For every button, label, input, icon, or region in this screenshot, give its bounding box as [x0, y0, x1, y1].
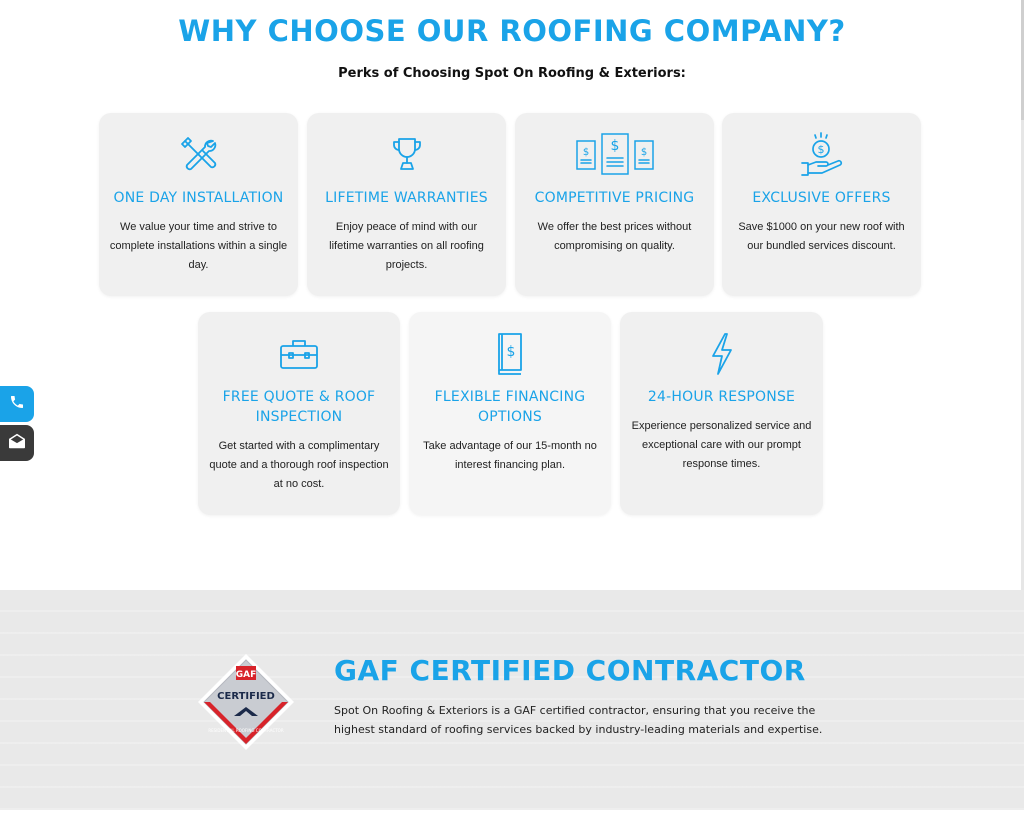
card-title: ONE DAY INSTALLATION — [113, 190, 284, 206]
footer-divider — [0, 810, 1024, 819]
section-title: WHY CHOOSE OUR ROOFING COMPANY? — [178, 14, 846, 48]
lightning-icon — [620, 332, 823, 376]
gaf-certified-badge — [196, 652, 296, 752]
card-description: We offer the best prices without compromising on quality. — [537, 221, 692, 252]
hand-coin-icon — [722, 131, 921, 177]
certified-label: CERTIFIED — [217, 691, 275, 702]
card-description: Take advantage of our 15-month no interest financing plan. — [423, 440, 597, 471]
gaf-description: Spot On Roofing & Exteriors is a GAF certified contractor, ensuring that you receive the highest standard of roofing services backed by industry-leading materials and expertise. — [334, 704, 823, 736]
svg-text:$: $ — [582, 147, 589, 158]
gaf-title: GAF CERTIFIED CONTRACTOR — [334, 654, 806, 687]
card-description: We value your time and strive to complete installations within a single day. — [109, 221, 288, 271]
toolbox-icon — [198, 338, 400, 370]
card-title: FLEXIBLE FINANCING OPTIONS — [434, 389, 586, 425]
card-description: Get started with a complimentary quote and a thorough roof inspection at no cost. — [209, 440, 389, 490]
card-description: Enjoy peace of mind with our lifetime warranties on all roofing projects. — [329, 221, 484, 271]
feature-card-one-day-installation — [99, 113, 298, 296]
svg-text:$: $ — [817, 143, 824, 156]
feature-card-lifetime-warranties — [307, 113, 506, 296]
gaf-logo-text: GAF — [235, 670, 257, 680]
envelope-open-icon — [8, 433, 26, 454]
call-button[interactable] — [0, 386, 34, 422]
card-title: LIFETIME WARRANTIES — [325, 190, 488, 206]
gaf-section-background — [0, 590, 1024, 810]
feature-card-free-quote — [198, 312, 400, 515]
card-title: 24-HOUR RESPONSE — [647, 389, 796, 405]
finance-book-icon — [409, 332, 611, 376]
card-title: EXCLUSIVE OFFERS — [752, 190, 891, 206]
feature-card-competitive-pricing — [515, 113, 714, 296]
feature-card-exclusive-offers — [722, 113, 921, 296]
tools-icon — [99, 133, 298, 177]
trophy-icon — [307, 135, 506, 173]
svg-text:$: $ — [610, 138, 619, 154]
badge-ribbon-text: RESIDENTIAL ROOFING CONTRACTOR — [208, 728, 284, 733]
phone-icon — [9, 394, 25, 415]
email-button[interactable] — [0, 425, 34, 461]
section-subtitle: Perks of Choosing Spot On Roofing & Exteriors: — [338, 66, 686, 81]
card-description: Experience personalized service and exceptional care with our prompt response times. — [631, 420, 812, 470]
card-description: Save $1000 on your new roof with our bundled services discount. — [738, 221, 905, 252]
feature-card-flexible-financing — [409, 312, 611, 515]
feature-card-24-hour-response — [620, 312, 823, 515]
card-title: FREE QUOTE & ROOF INSPECTION — [222, 389, 376, 425]
svg-text:$: $ — [640, 147, 647, 158]
card-title: COMPETITIVE PRICING — [534, 190, 695, 206]
price-tags-icon — [515, 131, 714, 177]
svg-text:$: $ — [506, 344, 516, 360]
